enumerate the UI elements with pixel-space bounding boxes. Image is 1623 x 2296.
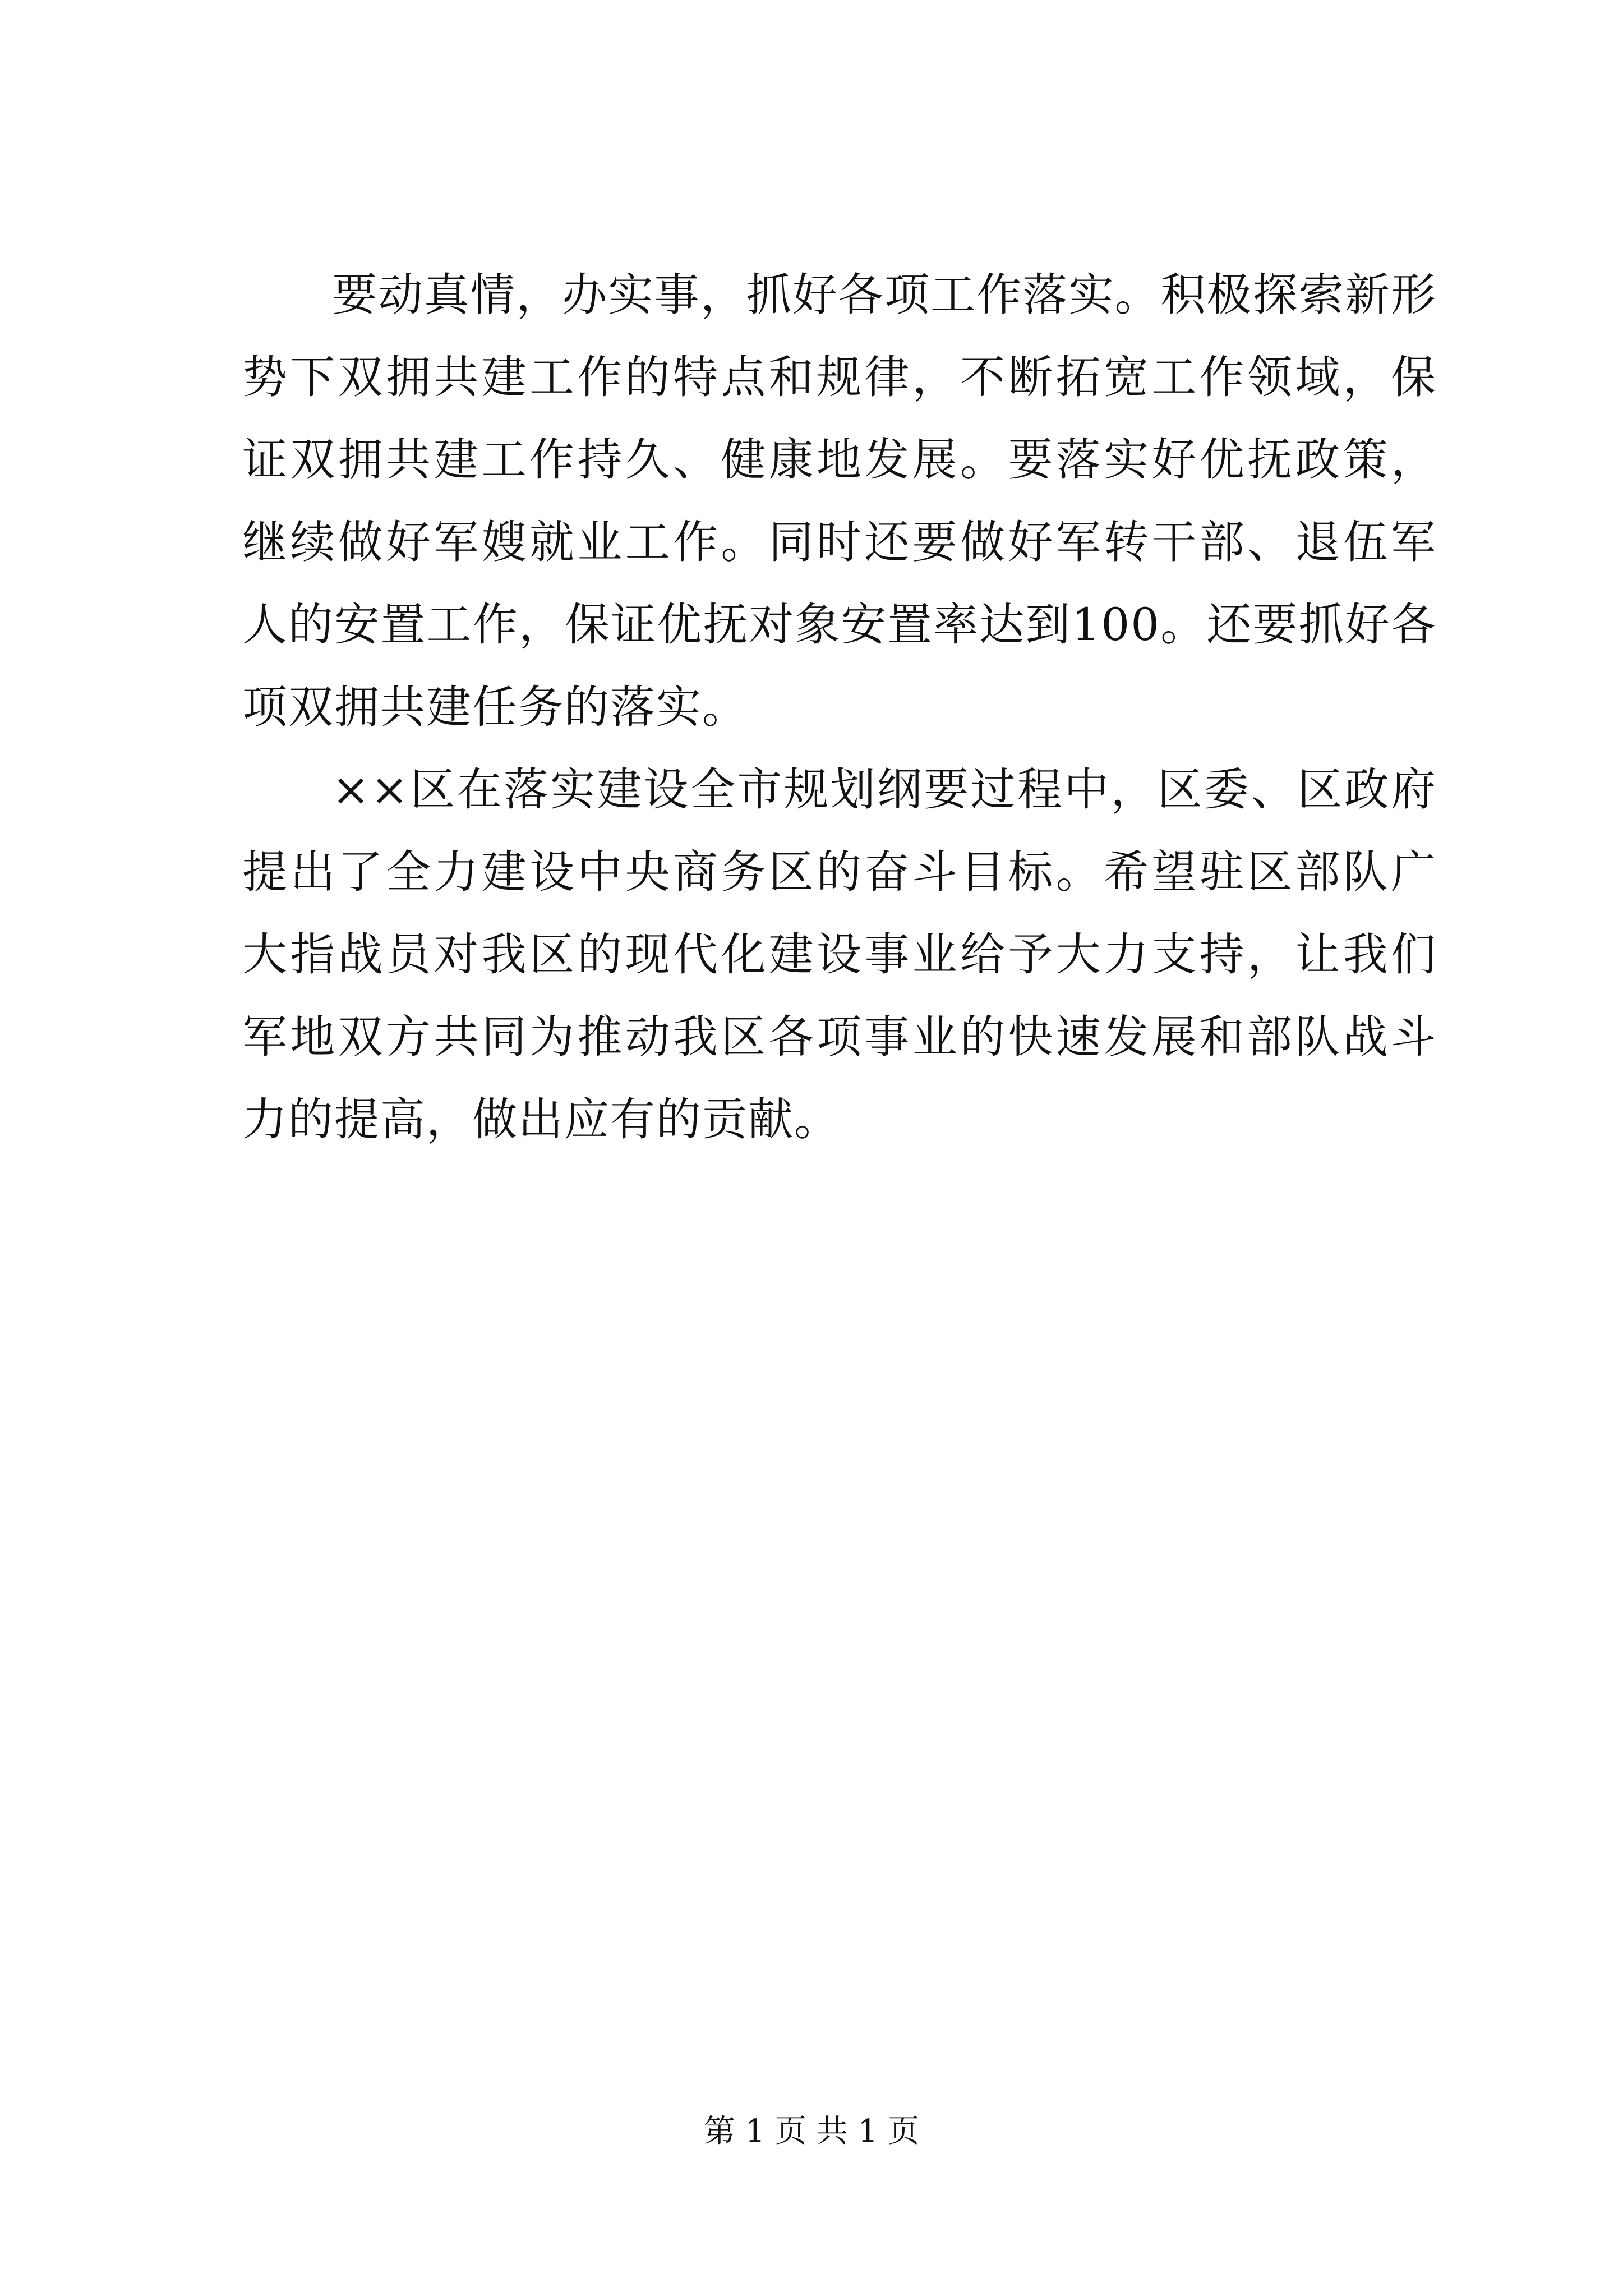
page-footer: 第 1 页 共 1 页 xyxy=(703,2113,920,2150)
paragraph-1: 要动真情，办实事，抓好各项工作落实。积极探索新形势下双拥共建工作的特点和规律，不断拓宽工作领域，保证双拥共建工作持久、健康地发展。要落实好优抚政策，继续做好军嫂就业工作。同时还要做好军转干部、退伍军人的安置工作，保证优抚对象安置率达到100。还要抓好各项双拥共建任务的落实。 xyxy=(242,269,1437,733)
document-body xyxy=(242,254,1437,1161)
paragraph-2: ××区在落实建设全市规划纲要过程中，区委、区政府提出了全力建设中央商务区的奋斗目标。希望驻区部队广大指战员对我区的现代化建设事业给予大力支持，让我们军地双方共同为推动我区各项事业的快速发展和部队战斗力的提高，做出应有的贡献。 xyxy=(242,763,1437,1145)
